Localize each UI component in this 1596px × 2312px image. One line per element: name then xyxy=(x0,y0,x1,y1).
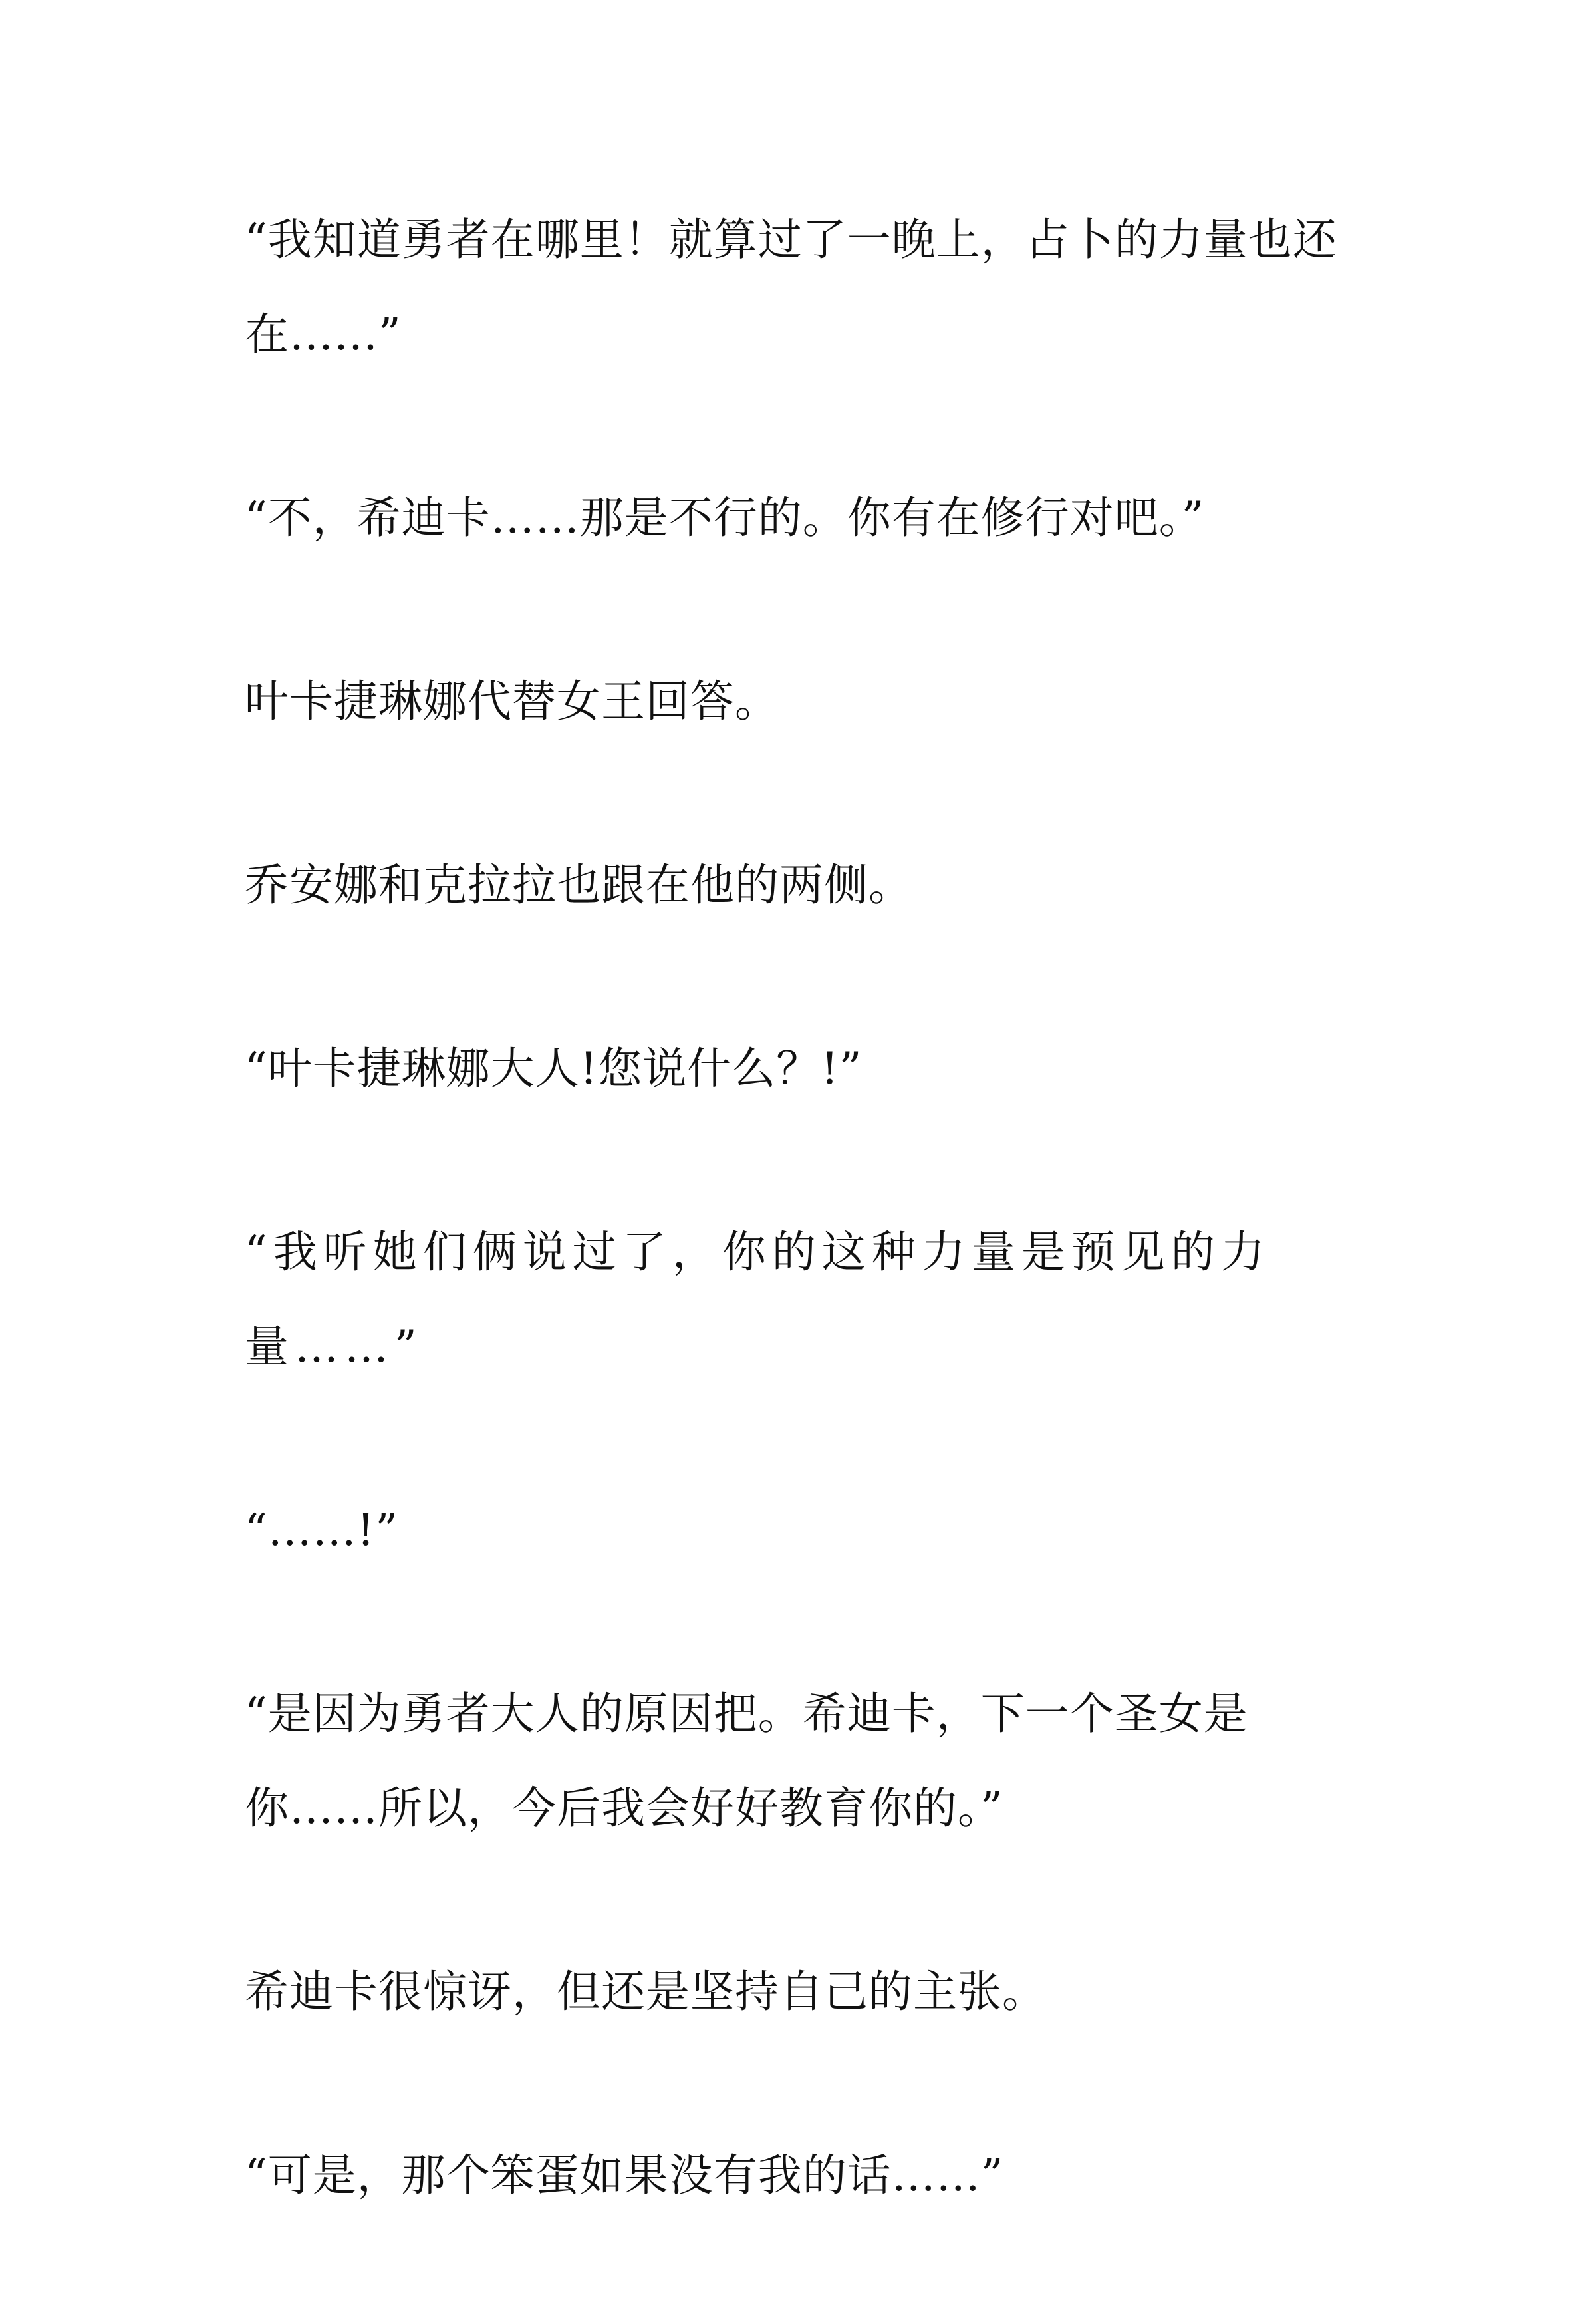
paragraph-4: 乔安娜和克拉拉也跟在他的两侧。 xyxy=(245,859,913,911)
paragraph-5: “叶卡捷琳娜大人!您说什么？!” xyxy=(245,1043,863,1094)
paragraph-7: “……!” xyxy=(245,1505,399,1556)
text-body xyxy=(245,193,1375,2312)
paragraph-2: “不，希迪卡……那是不行的。你有在修行对吧。” xyxy=(245,492,1205,543)
paragraph-9: 希迪卡很惊讶，但还是坚持自己的主张。 xyxy=(245,1966,1047,2017)
paragraph-6: “我听她们俩说过了，你的这种力量是预见的力量……” xyxy=(245,1227,1271,1372)
paragraph-1: “我知道勇者在哪里！就算过了一晚上，占卜的力量也还在……” xyxy=(245,214,1337,360)
paragraph-8: “是因为勇者大人的原因把。希迪卡，下一个圣女是你……所以，今后我会好好教育你的。” xyxy=(245,1688,1248,1834)
paragraph-10: “可是，那个笨蛋如果没有我的话……” xyxy=(245,2150,1004,2201)
paragraph-3: 叶卡捷琳娜代替女王回答。 xyxy=(245,676,779,727)
